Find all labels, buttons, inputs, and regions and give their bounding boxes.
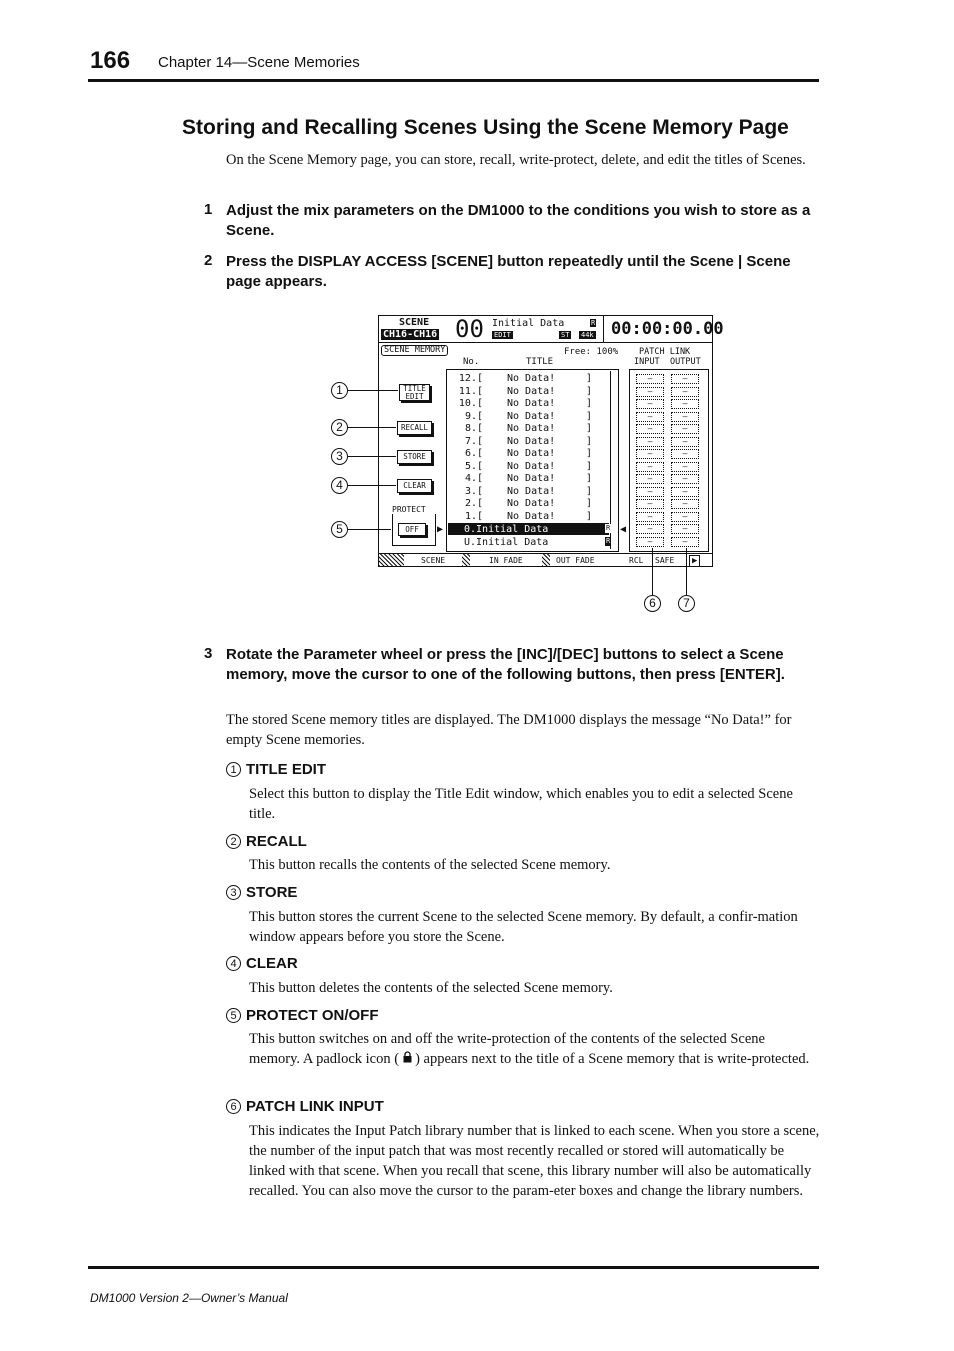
lcd-patch-in-box[interactable]: – — [636, 437, 664, 447]
lcd-title-edit-button[interactable]: TITLE EDIT — [399, 384, 430, 401]
lcd-patch-in-box[interactable]: – — [636, 537, 664, 547]
lcd-row-bracket: ] — [586, 435, 593, 447]
lcd-patch-out-box[interactable]: – — [671, 437, 699, 447]
callout-5: 5 — [331, 521, 348, 538]
item-1-number: 1 — [226, 762, 241, 777]
item-clear-heading: 4 CLEAR — [226, 955, 298, 972]
item-clear-desc: This button deletes the contents of the selected Scene memory. — [249, 980, 613, 996]
lcd-tab-rcl[interactable]: RCL — [629, 556, 644, 565]
lcd-store-button[interactable]: STORE — [397, 450, 432, 464]
step-2-number: 2 — [204, 252, 213, 269]
lcd-patch-in-box[interactable]: – — [636, 474, 664, 484]
lcd-r-flag: R — [591, 319, 596, 327]
footer-rule — [88, 1266, 819, 1269]
lcd-u-row-flag: R — [606, 537, 611, 545]
lcd-patch-out-box[interactable]: – — [671, 487, 699, 497]
lcd-col-output: OUTPUT — [670, 357, 701, 367]
lcd-u-row-title: U.Initial Data — [464, 537, 549, 548]
lcd-patch-out-box[interactable]: – — [671, 499, 699, 509]
lcd-patch-out-box[interactable]: – — [671, 387, 699, 397]
lcd-selected-row-title: 0.Initial Data — [464, 524, 549, 535]
section-title: Storing and Recalling Scenes Using the Scene Memory Page — [182, 116, 789, 139]
lcd-patch-in-box[interactable]: – — [636, 524, 664, 534]
item-patch-link-desc: This indicates the Input Patch library number that is linked to each scene. When you store a scene, the number of the input patch that was most recently recalled or stored will automatically be linked with that scene. When you recall that scene, this library number will also be automatically recalled. You can also move the cursor to the param-eter boxes and change the library numbers. — [249, 1123, 820, 1199]
lcd-tab-safe[interactable]: SAFE — [655, 556, 675, 565]
lcd-patch-in-box[interactable]: – — [636, 512, 664, 522]
lcd-patch-out-box[interactable]: – — [671, 374, 699, 384]
lcd-rate-flag: 44k — [581, 331, 594, 339]
lcd-row-number: 4.[ — [464, 473, 483, 484]
lcd-patch-link-label: PATCH LINK — [639, 347, 691, 357]
lcd-patch-in-box[interactable]: – — [636, 449, 664, 459]
lcd-patch-out-box[interactable]: – — [671, 399, 699, 409]
item-4-number: 4 — [226, 956, 241, 971]
lcd-row-number: 9.[ — [464, 410, 483, 422]
lcd-patch-in-box[interactable]: – — [636, 412, 664, 422]
lcd-clear-button[interactable]: CLEAR — [397, 479, 432, 493]
lcd-row-number: 11.[ — [458, 385, 483, 397]
callout-7: 7 — [678, 595, 695, 612]
lcd-row-bracket: ] — [586, 423, 593, 434]
lcd-row-title: No Data! — [507, 423, 556, 434]
intro-paragraph: On the Scene Memory page, you can store, recall, write-protect, delete, and edit the titles of Scenes. — [226, 152, 806, 168]
lcd-patch-out-box[interactable]: – — [671, 474, 699, 484]
lcd-tab-out-fade[interactable]: OUT FADE — [556, 556, 595, 565]
step-3-paragraph: The stored Scene memory titles are displayed. The DM1000 displays the message “No Data!” for empty Scene memories. — [226, 712, 792, 748]
header-rule — [88, 79, 819, 82]
lcd-recall-button[interactable]: RECALL — [397, 421, 432, 435]
lcd-cursor-arrow-left: ◀ — [620, 524, 627, 535]
lcd-tab-in-fade[interactable]: IN FADE — [489, 556, 523, 565]
lcd-row-title: No Data! — [507, 385, 556, 397]
lcd-patch-in-box[interactable]: – — [636, 387, 664, 397]
lcd-patch-out-box[interactable]: – — [671, 412, 699, 422]
lcd-row-title: No Data! — [507, 410, 556, 422]
lcd-st-flag: ST — [561, 331, 570, 339]
lcd-patch-in-box[interactable]: – — [636, 399, 664, 409]
lcd-row-bracket: ] — [586, 385, 593, 397]
lcd-row-title: No Data! — [507, 473, 556, 484]
lcd-free: Free: 100% — [564, 347, 619, 357]
lcd-row-bracket: ] — [586, 410, 593, 422]
lcd-cursor-arrow-right: ▶ — [437, 524, 444, 535]
lcd-patch-in-box[interactable]: – — [636, 487, 664, 497]
lcd-patch-out-box[interactable]: – — [671, 424, 699, 434]
lcd-col-input: INPUT — [634, 357, 660, 367]
item-title-edit-desc: Select this button to display the Title Edit window, which enables you to edit a selected Scene title. — [249, 786, 793, 822]
item-3-number: 3 — [226, 885, 241, 900]
item-recall-heading: 2 RECALL — [226, 833, 307, 850]
lcd-protect-off-button[interactable]: OFF — [398, 523, 426, 536]
callout-3: 3 — [331, 448, 348, 465]
step-1-number: 1 — [204, 201, 213, 218]
lcd-patch-in-box[interactable]: – — [636, 499, 664, 509]
step-1-text: Adjust the mix parameters on the DM1000 to the conditions you wish to store as a Scene. — [226, 202, 811, 239]
lcd-row-title: No Data! — [507, 498, 556, 509]
lcd-next-page-icon[interactable]: ▶ — [689, 555, 700, 567]
lcd-row-number: 2.[ — [464, 498, 483, 509]
item-protect-desc: This button switches on and off the write-protection of the contents of the selected Scene memory. A padlock icon ( ) appears next to the title of a Scene memory that is write-protected. — [249, 1031, 810, 1067]
lcd-row-title: No Data! — [507, 398, 556, 409]
lcd-row-number: 12.[ — [458, 373, 483, 384]
page-number: 166 — [90, 47, 131, 74]
lcd-channel: CH16-CH16 — [383, 329, 438, 340]
lcd-scrollbar[interactable] — [610, 371, 616, 549]
lcd-row-title: No Data! — [507, 485, 556, 497]
item-recall-desc: This button recalls the contents of the selected Scene memory. — [249, 857, 611, 873]
lcd-row-title: No Data! — [507, 510, 556, 522]
lcd-scene-number: 00 — [455, 315, 484, 343]
callout-1: 1 — [331, 382, 348, 399]
lcd-patch-out-box[interactable]: – — [671, 537, 699, 547]
item-2-number: 2 — [226, 834, 241, 849]
lcd-row-title: No Data! — [507, 448, 556, 459]
lcd-row-title: No Data! — [507, 435, 556, 447]
lcd-patch-in-box[interactable]: – — [636, 462, 664, 472]
item-protect-heading: 5 PROTECT ON/OFF — [226, 1007, 379, 1024]
lcd-row-number: 1.[ — [464, 510, 483, 522]
lcd-row-bracket: ] — [586, 473, 593, 484]
footer-text: DM1000 Version 2—Owner’s Manual — [90, 1291, 288, 1305]
lcd-row-title: No Data! — [507, 460, 556, 472]
lcd-row-bracket: ] — [586, 510, 593, 522]
lcd-timecode: 00:00:00.00 — [611, 319, 724, 339]
lcd-row-bracket: ] — [586, 498, 593, 509]
item-6-number: 6 — [226, 1099, 241, 1114]
lcd-scene-label: SCENE — [399, 317, 430, 328]
lcd-edit-flag: EDIT — [494, 331, 511, 339]
lcd-row-title: No Data! — [507, 373, 556, 384]
lcd-row-bracket: ] — [586, 460, 593, 472]
chapter-title: Chapter 14—Scene Memories — [158, 54, 360, 71]
scene-memory-lcd — [378, 315, 724, 567]
lcd-row-number: 8.[ — [464, 423, 483, 434]
lcd-tab-scene[interactable]: SCENE — [421, 556, 446, 565]
callout-2: 2 — [331, 419, 348, 436]
step-3-text: Rotate the Parameter wheel or press the [INC]/[DEC] buttons to select a Scene memory, move the cursor to one of the following buttons, then press [ENTER]. — [226, 646, 785, 683]
lcd-patch-out-box[interactable]: – — [671, 524, 699, 534]
lcd-row-bracket: ] — [586, 373, 593, 384]
lcd-row-number: 3.[ — [464, 485, 483, 497]
lcd-row-number: 6.[ — [464, 448, 483, 459]
lcd-row-number: 10.[ — [458, 398, 483, 409]
lcd-row-number: 5.[ — [464, 460, 483, 472]
lcd-col-no: No. — [463, 357, 480, 367]
item-store-desc: This button stores the current Scene to the selected Scene memory. By default, a confir-mation window appears before you store the Scene. — [249, 909, 798, 945]
callout-4: 4 — [331, 477, 348, 494]
lcd-row-bracket: ] — [586, 485, 593, 497]
padlock-icon — [399, 1049, 415, 1069]
lcd-patch-out-box[interactable]: – — [671, 462, 699, 472]
lcd-scene-title: Initial Data — [492, 318, 565, 329]
step-2-text: Press the DISPLAY ACCESS [SCENE] button repeatedly until the Scene | Scene page appears. — [226, 253, 791, 290]
lcd-selected-row-flag: R — [606, 524, 611, 532]
lcd-patch-out-box[interactable]: – — [671, 512, 699, 522]
item-title-edit-heading: 1 TITLE EDIT — [226, 761, 326, 778]
item-patch-link-heading: 6 PATCH LINK INPUT — [226, 1098, 384, 1115]
lcd-page-tab: SCENE MEMORY — [381, 345, 448, 356]
item-5-number: 5 — [226, 1008, 241, 1023]
lcd-col-title: TITLE — [526, 357, 554, 367]
lcd-patch-out-box[interactable]: – — [671, 449, 699, 459]
lcd-protect-label: PROTECT — [392, 505, 426, 514]
lcd-row-bracket: ] — [586, 398, 593, 409]
callout-6: 6 — [644, 595, 661, 612]
lcd-row-bracket: ] — [586, 448, 593, 459]
lcd-patch-in-box[interactable]: – — [636, 374, 664, 384]
step-3-number: 3 — [204, 645, 213, 662]
lcd-row-number: 7.[ — [464, 435, 483, 447]
lcd-patch-in-box[interactable]: – — [636, 424, 664, 434]
item-store-heading: 3 STORE — [226, 884, 297, 901]
